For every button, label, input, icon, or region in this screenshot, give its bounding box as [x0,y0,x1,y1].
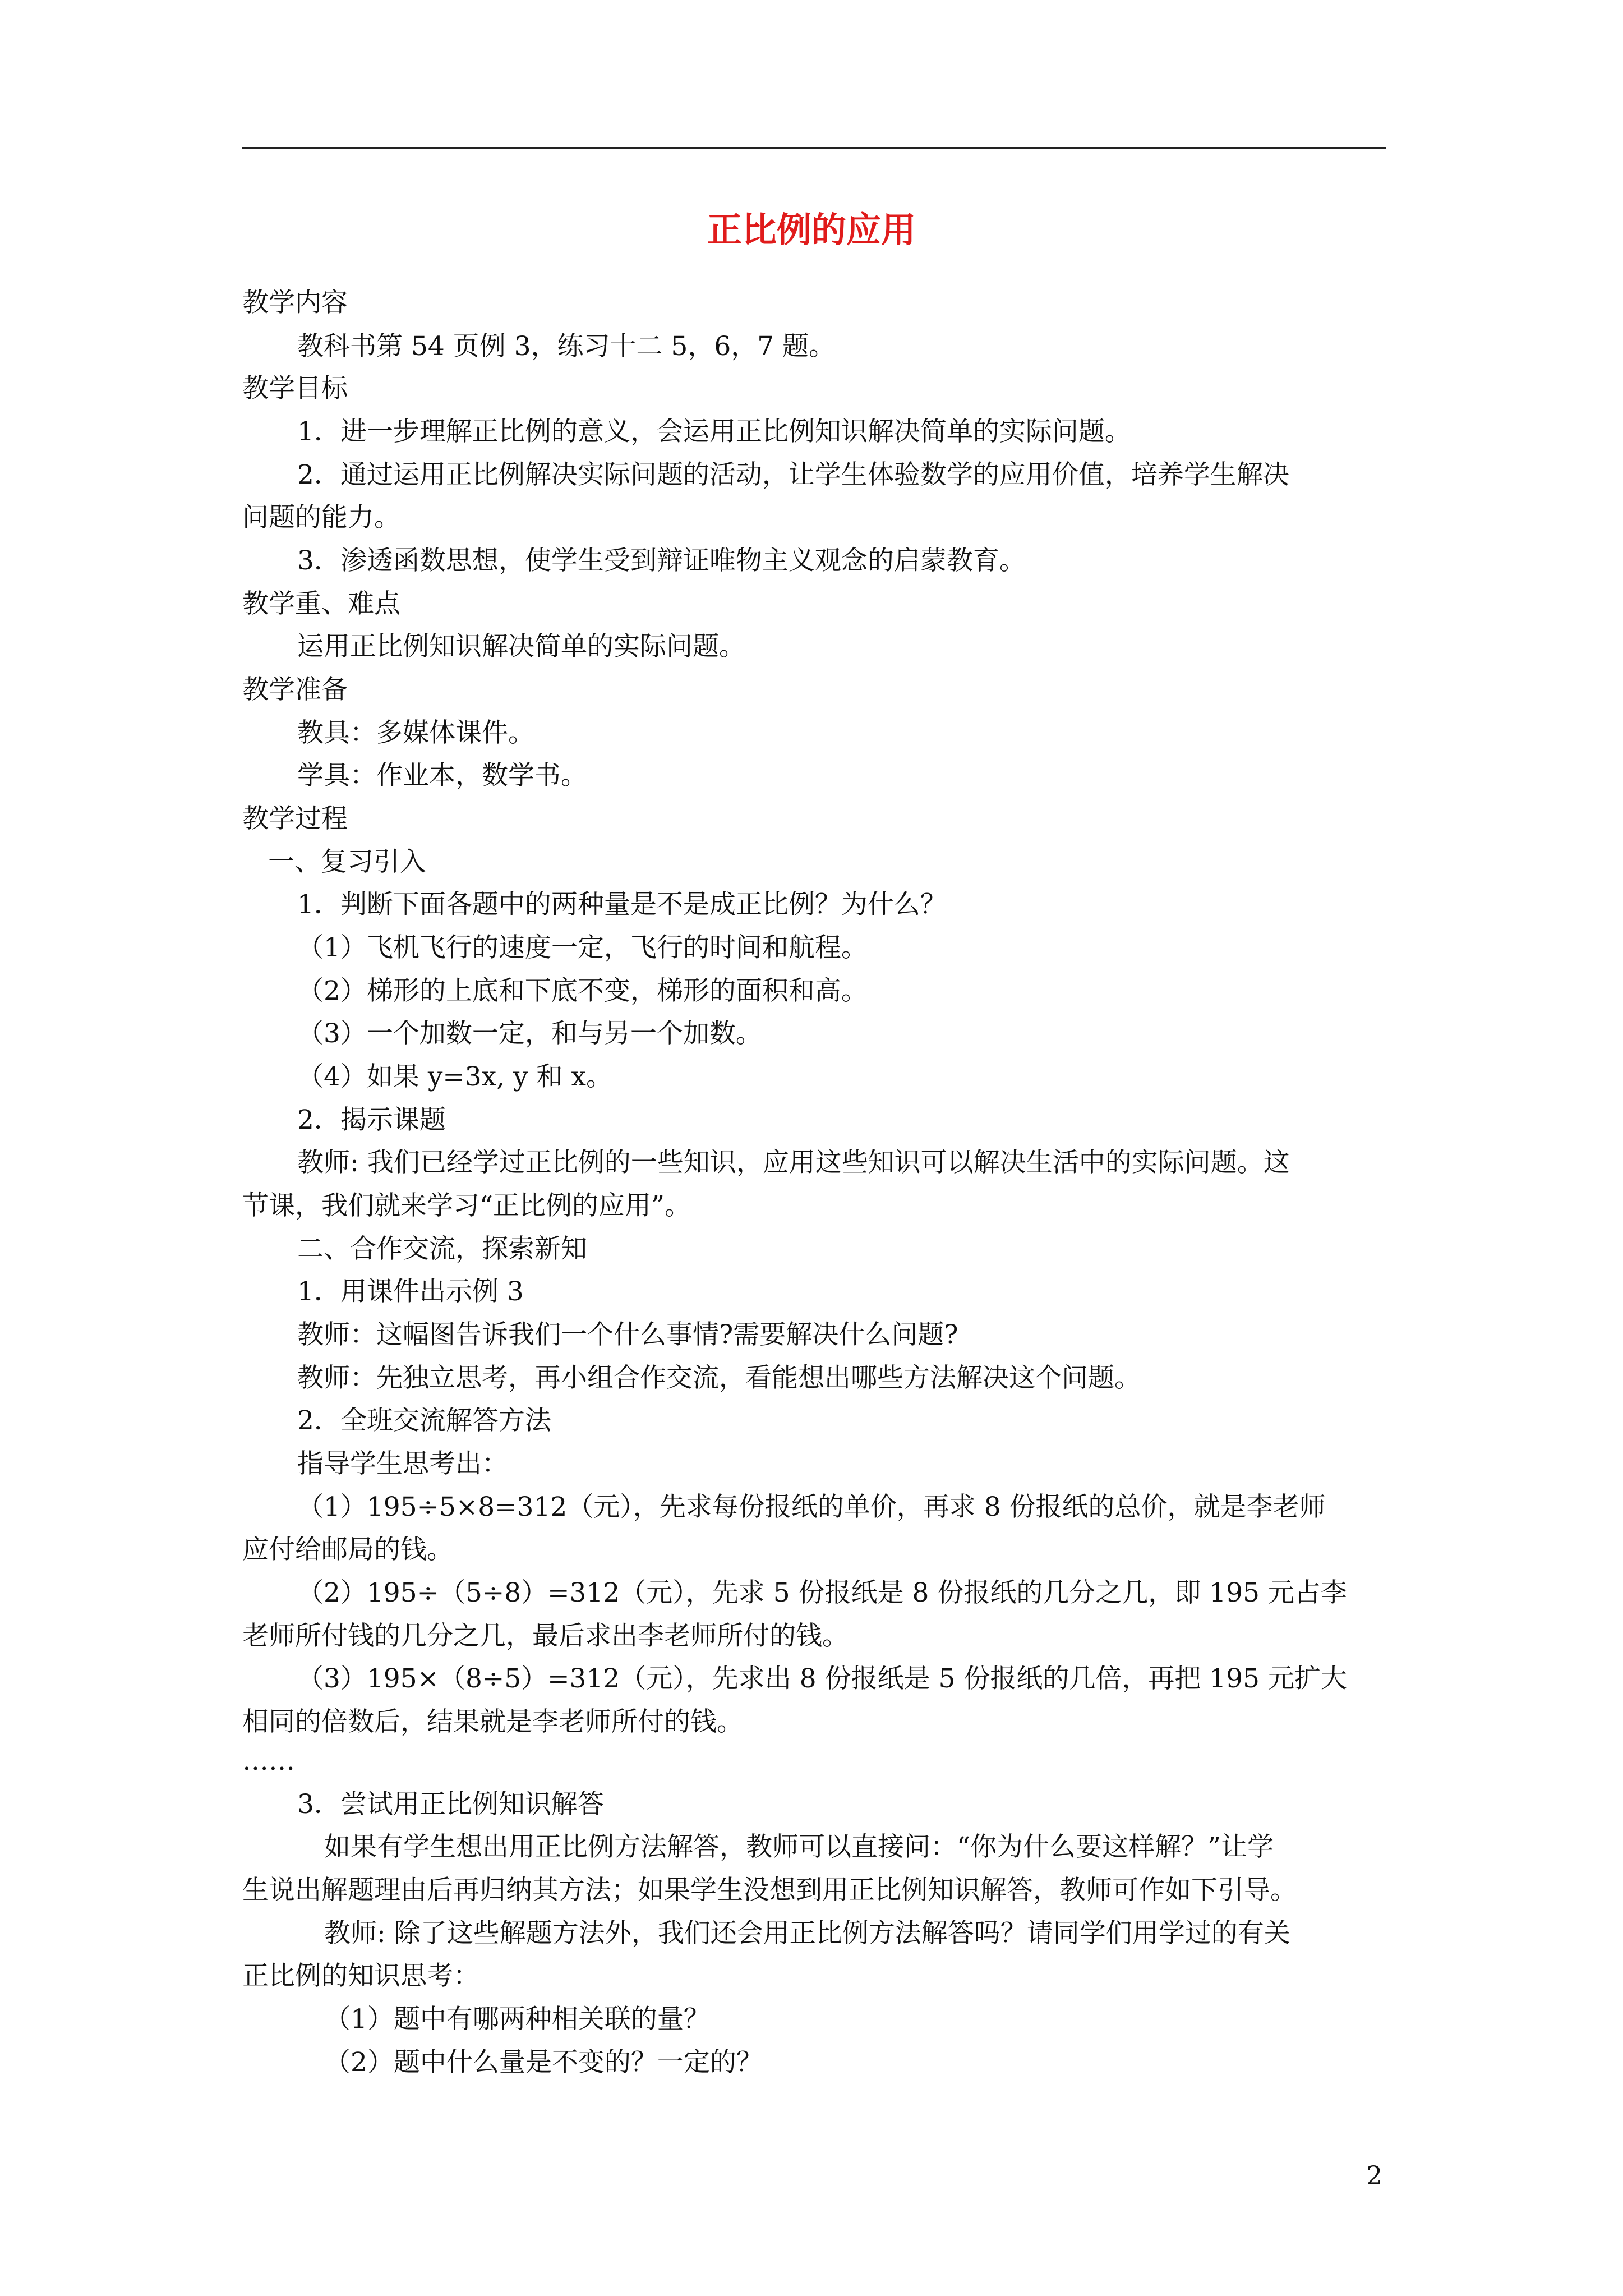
paragraph: 如果有学生想出用正比例方法解答，教师可以直接问：“你为什么要这样解？”让学 [324,1832,1274,1862]
paragraph: 教师：先独立思考，再小组合作交流，看能想出哪些方法解决这个问题。 [297,1363,1141,1393]
section-heading-process: 教学过程 [242,803,348,834]
paragraph: 指导学生思考出： [297,1448,508,1479]
list-item: （4）如果 y=3x, y 和 x。 [297,1061,613,1092]
list-item: （3）一个加数一定，和与另一个加数。 [297,1018,762,1049]
paragraph: 1．进一步理解正比例的意义，会运用正比例知识解决简单的实际问题。 [297,416,1131,447]
paragraph: 2．全班交流解答方法 [297,1405,551,1436]
paragraph: 教科书第 54 页例 3，练习十二 5，6，7 题。 [297,331,836,362]
list-item: （2）题中什么量是不变的？一定的？ [324,2047,763,2078]
subsection-heading: 二、合作交流，探索新知 [297,1234,587,1264]
page-number: 2 [1366,2160,1383,2191]
list-item: （3）195×（8÷5）=312（元），先求出 8 份报纸是 5 份报纸的几倍，再把 195 元扩大 [297,1663,1347,1694]
paragraph: 相同的倍数后，结果就是李老师所付的钱。 [242,1706,743,1737]
header-rule [242,147,1386,149]
document-title: 正比例的应用 [707,209,916,250]
paragraph: 老师所付钱的几分之几，最后求出李老师所付的钱。 [242,1621,849,1651]
section-heading-key-points: 教学重、难点 [242,588,400,619]
list-item: （1）题中有哪两种相关联的量？ [324,2004,710,2035]
paragraph: 教师: 除了这些解题方法外，我们还会用正比例方法解答吗？请同学们用学过的有关 [324,1918,1290,1949]
paragraph: 教师: 我们已经学过正比例的一些知识，应用这些知识可以解决生活中的实际问题。这 [297,1147,1290,1178]
list-item: （2）195÷（5÷8）=312（元），先求 5 份报纸是 8 份报纸的几分之几，即 195 元占李 [297,1577,1347,1608]
paragraph: 2．揭示课题 [297,1105,446,1135]
paragraph: 学具：作业本，数学书。 [297,760,587,791]
paragraph: 3．渗透函数思想，使学生受到辩证唯物主义观念的启蒙教育。 [297,545,1026,576]
section-heading-objectives: 教学目标 [242,373,348,404]
paragraph: 正比例的知识思考： [242,1961,479,1991]
paragraph: 运用正比例知识解决简单的实际问题。 [297,631,745,662]
paragraph: 教师：这幅图告诉我们一个什么事情?需要解决什么问题? [297,1319,958,1350]
list-item: （1）195÷5×8=312（元），先求每份报纸的单价，再求 8 份报纸的总价，就是李老师 [297,1492,1326,1522]
section-heading-preparation: 教学准备 [242,674,348,705]
paragraph: 问题的能力。 [242,502,400,533]
paragraph: 教具：多媒体课件。 [297,717,534,748]
paragraph: 1．用课件出示例 3 [297,1276,524,1307]
paragraph: 2．通过运用正比例解决实际问题的活动，让学生体验数学的应用价值，培养学生解决 [297,459,1289,490]
section-heading-content: 教学内容 [242,287,348,318]
paragraph: 节课，我们就来学习“正比例的应用”。 [242,1190,691,1221]
ellipsis: …… [242,1746,295,1777]
paragraph: 3．尝试用正比例知识解答 [297,1789,604,1820]
paragraph: 生说出解题理由后再归纳其方法；如果学生没想到用正比例知识解答，教师可作如下引导。 [242,1875,1297,1906]
subsection-heading: 一、复习引入 [268,846,426,877]
paragraph: 应付给邮局的钱。 [242,1534,453,1565]
list-item: （1）飞机飞行的速度一定，飞行的时间和航程。 [297,932,868,963]
list-item: （2）梯形的上底和下底不变，梯形的面积和高。 [297,976,868,1006]
paragraph: 1．判断下面各题中的两种量是不是成正比例？为什么？ [297,889,947,920]
